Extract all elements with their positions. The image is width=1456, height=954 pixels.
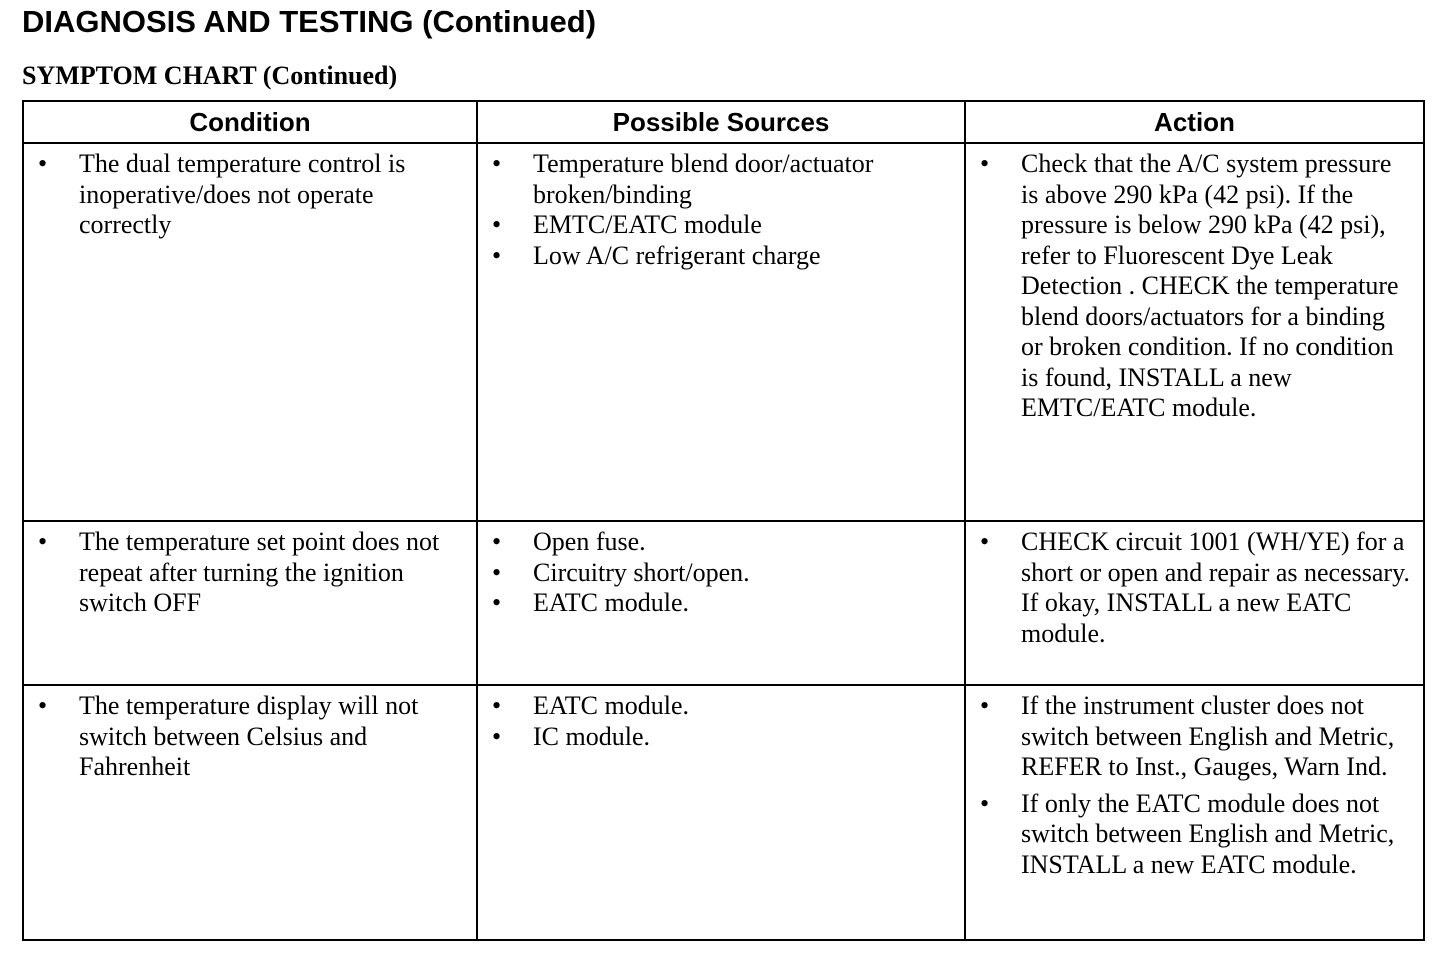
source-text: EMTC/EATC module [533, 210, 762, 239]
sources-cell [477, 685, 965, 940]
action-text: CHECK circuit 1001 (WH/YE) for a short or open and repair as necessary. If okay, INSTALL a new EATC module. [1021, 527, 1410, 648]
bullet-icon: • [980, 527, 990, 556]
table-row [23, 143, 1424, 521]
bullet-icon: • [492, 210, 502, 239]
list-item [24, 527, 476, 619]
list-item [478, 588, 964, 619]
bullet-icon: • [980, 691, 990, 720]
source-text: EATC module. [533, 691, 689, 720]
action-cell [965, 521, 1424, 685]
source-text: Circuitry short/open. [533, 557, 750, 587]
condition-text: The temperature set point does not repeat after turning the ignition switch OFF [79, 527, 440, 617]
list-item [966, 691, 1423, 783]
condition-text: The dual temperature control is inoperative/does not operate correctly [79, 149, 406, 239]
condition-cell [23, 685, 477, 940]
table-header-row [23, 101, 1424, 143]
header-possible-sources: Possible Sources [477, 101, 965, 143]
list-item [478, 210, 964, 241]
condition-cell [23, 521, 477, 685]
table-row [23, 685, 1424, 940]
sources-cell [477, 521, 965, 685]
source-text: EATC module. [533, 588, 689, 617]
list-item [966, 527, 1423, 649]
action-cell [965, 143, 1424, 521]
source-text: Open fuse. [533, 527, 646, 556]
list-item [966, 149, 1423, 424]
action-cell [965, 685, 1424, 940]
condition-cell [23, 143, 477, 521]
action-text: If the instrument cluster does not switch between English and Metric, REFER to Inst., Gauges, Warn Ind. [1021, 691, 1395, 781]
sources-list [478, 691, 964, 752]
header-action: Action [965, 101, 1424, 143]
bullet-icon: • [492, 721, 502, 751]
bullet-icon: • [492, 240, 502, 270]
bullet-icon: • [492, 588, 502, 617]
source-text: Low A/C refrigerant charge [533, 240, 821, 270]
sources-cell [477, 143, 965, 521]
list-item [966, 789, 1423, 881]
list-item [478, 527, 964, 558]
header-condition: Condition [23, 101, 477, 143]
list-item [24, 691, 476, 783]
bullet-icon: • [492, 149, 502, 178]
page-heading: DIAGNOSIS AND TESTING (Continued) [22, 4, 597, 39]
bullet-icon: • [38, 149, 48, 178]
list-item [478, 691, 964, 722]
action-list [966, 149, 1423, 424]
list-item [24, 149, 476, 241]
list-item [478, 241, 964, 272]
bullet-icon: • [980, 788, 990, 818]
sources-list [478, 527, 964, 619]
chart-heading: SYMPTOM CHART (Continued) [22, 61, 398, 90]
bullet-icon: • [492, 527, 502, 556]
condition-list [24, 149, 476, 241]
bullet-icon: • [980, 149, 990, 178]
symptom-chart-table [22, 100, 1425, 941]
action-text: Check that the A/C system pressure is above 290 kPa (42 psi). If the pressure is below 290 kPa (42 psi), refer to Fluorescent Dye Leak Detection . CHECK the temperature blend doors/actuators for a binding or broken condition. If no condition is found, INSTALL a new EMTC/EATC module. [1021, 149, 1399, 422]
sources-list [478, 149, 964, 271]
list-item [478, 149, 964, 210]
bullet-icon: • [492, 557, 502, 587]
source-text: Temperature blend door/actuator broken/binding [533, 149, 874, 209]
table-row [23, 521, 1424, 685]
action-list [966, 527, 1423, 649]
source-text: IC module. [533, 721, 650, 751]
list-item [478, 558, 964, 589]
action-text: If only the EATC module does not switch between English and Metric, INSTALL a new EATC module. [1021, 788, 1395, 879]
list-item [478, 722, 964, 753]
bullet-icon: • [38, 691, 48, 720]
action-list [966, 691, 1423, 880]
condition-list [24, 527, 476, 619]
condition-text: The temperature display will not switch between Celsius and Fahrenheit [79, 691, 419, 781]
bullet-icon: • [38, 527, 48, 556]
condition-list [24, 691, 476, 783]
bullet-icon: • [492, 691, 502, 720]
